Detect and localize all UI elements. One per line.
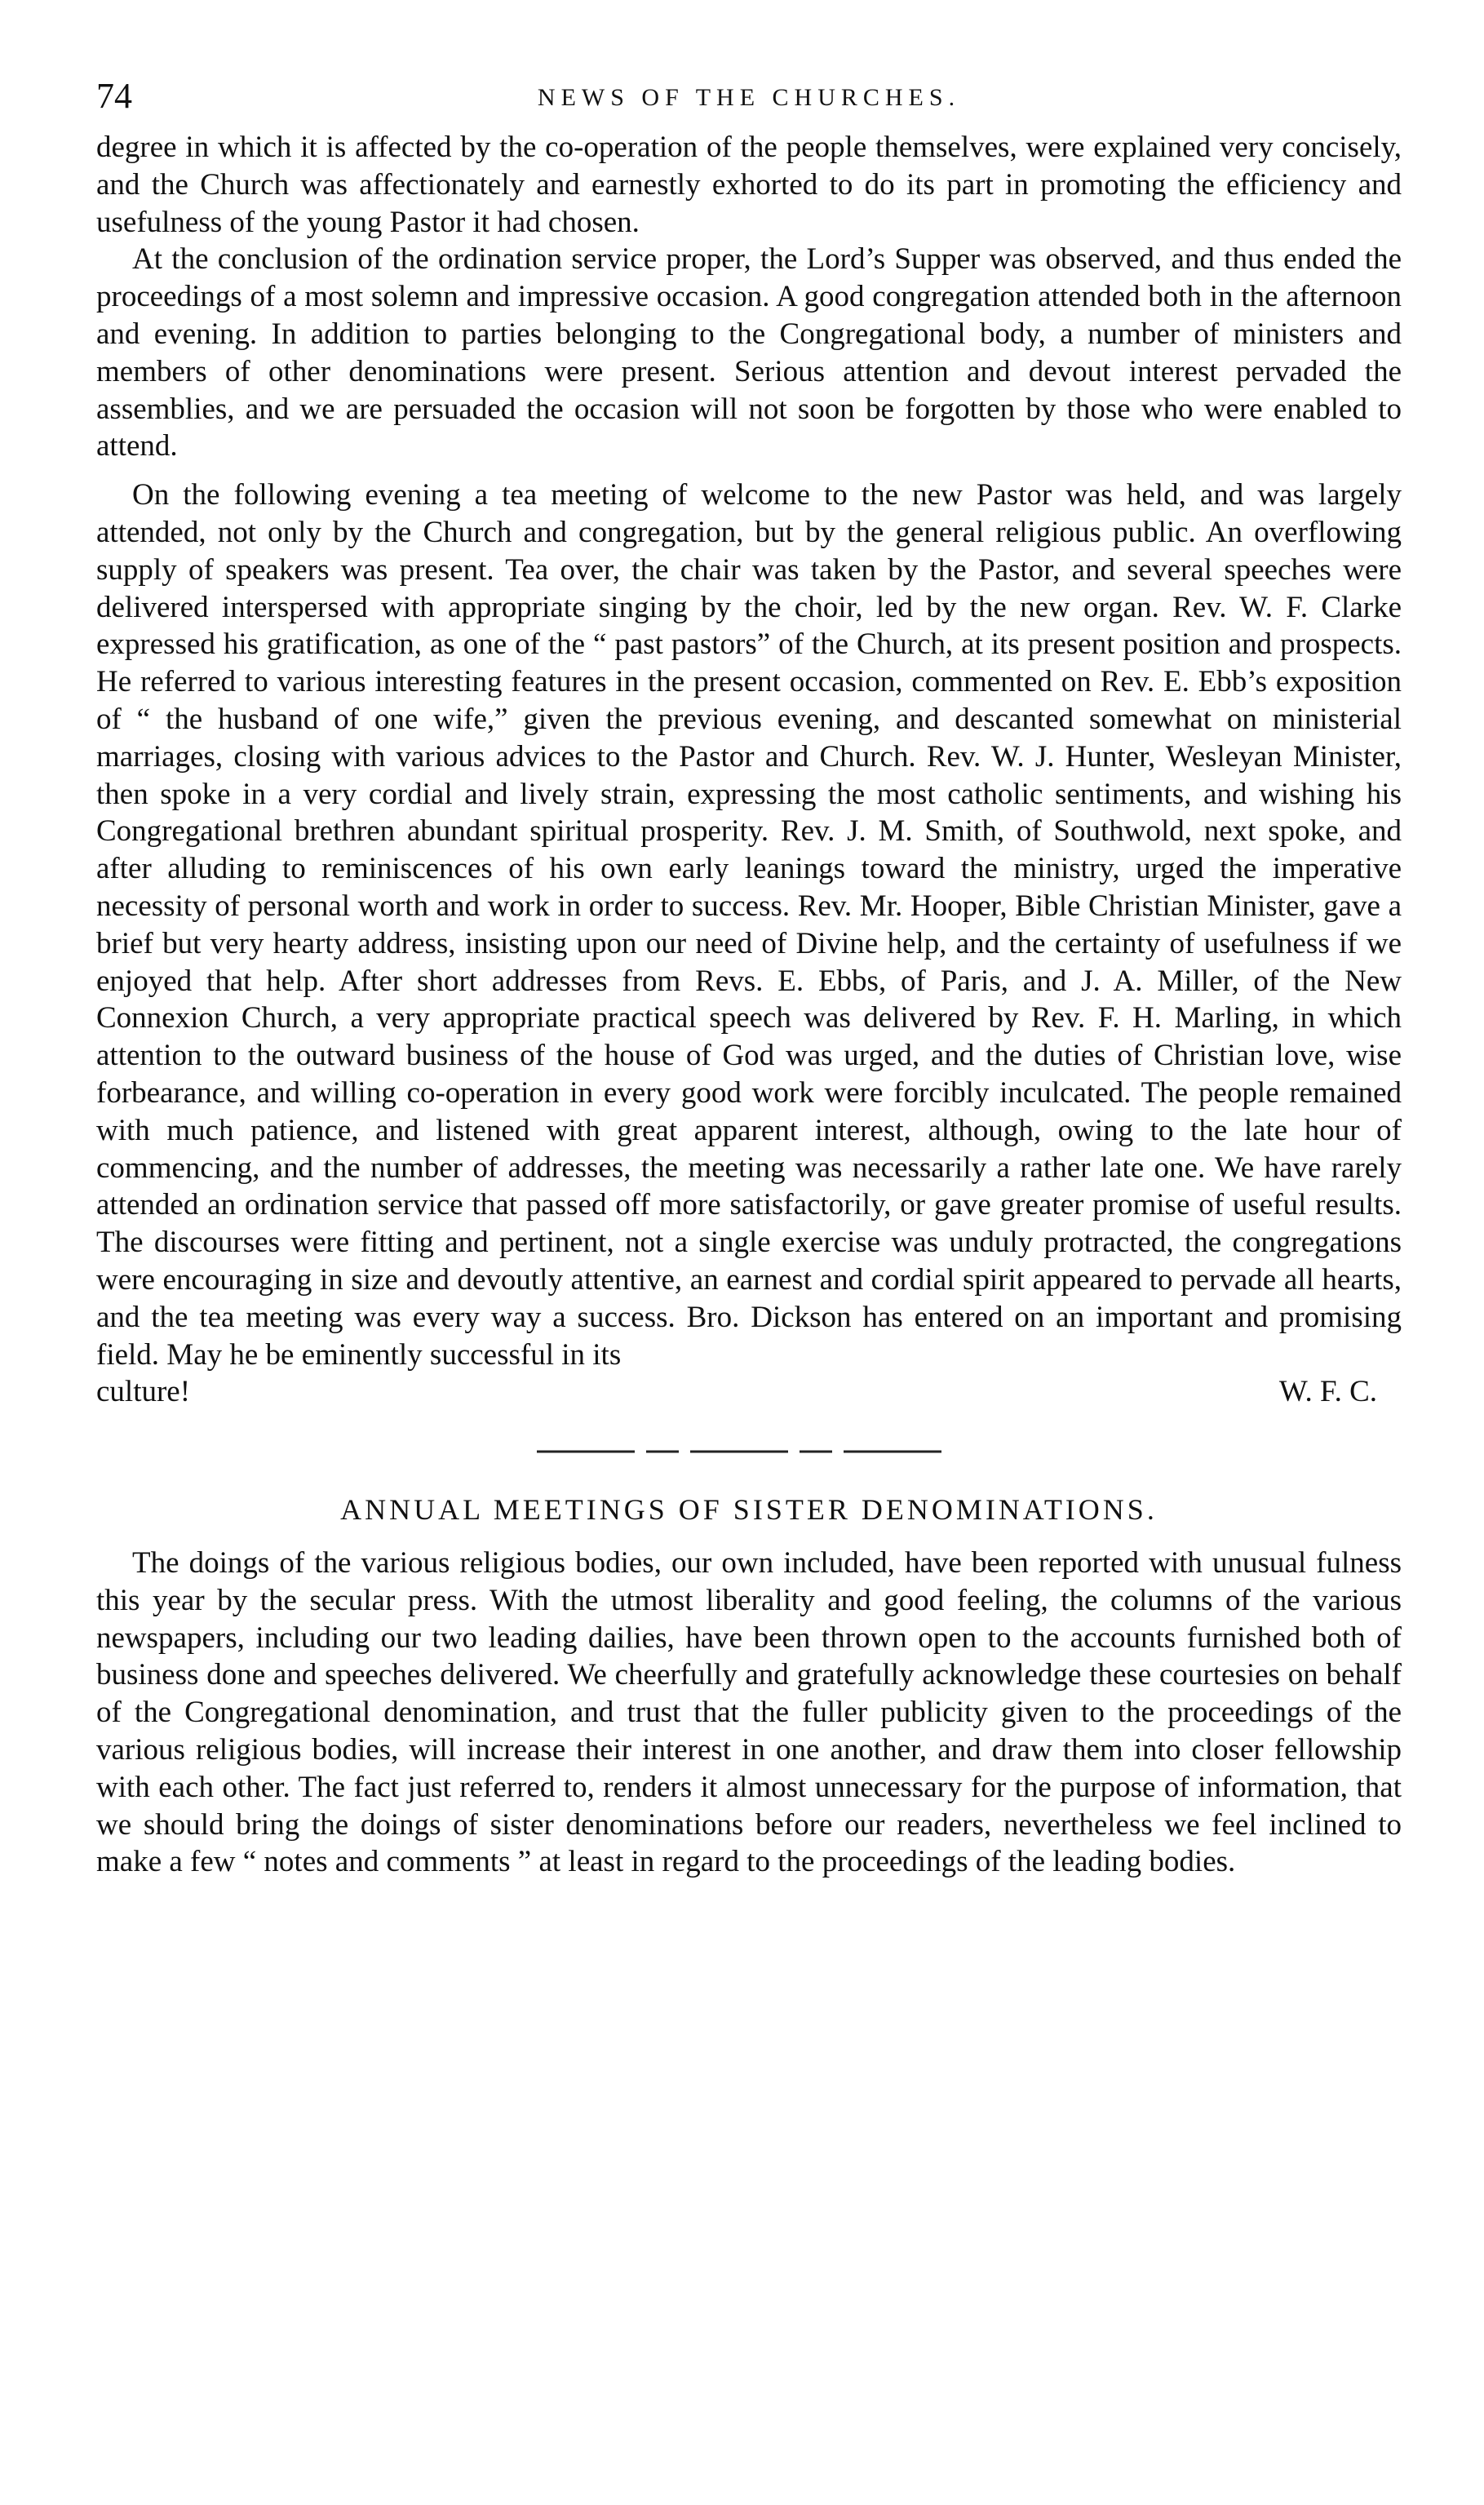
paragraph: The doings of the various religious bodies, our own included, have been reported with unusual fulness this year by the secular press. With the utmost liberality and good feeling, the columns of the various newspapers, including our two leading dailies, have been thrown open to the accounts furnished both of business done and speeches delivered. We cheerfully and gratefully acknowledge these courtesies on behalf of the Congregational denomination, and trust that the fuller publicity given to the proceedings of the various religious bodies, will increase their interest in one another, and draw them into closer fellowship with each other. The fact just referred to, renders it almost unnecessary for the purpose of information, that we should bring the doings of sister denominations before our readers, nevertheless we feel inclined to make a few “ notes and comments ” at least in regard to the proceedings of the leading bodies.: [96, 1546, 1402, 1879]
article-ordination: [96, 129, 1402, 1411]
closing-line: [96, 1373, 1402, 1411]
closing-word: culture!: [96, 1375, 191, 1409]
paragraph: degree in which it is affected by the co-operation of the people themselves, were explained very concisely, and the Church was affectionately and earnestly exhorted to do its part in promoting the efficiency and usefulness of the young Pastor it had chosen.: [96, 131, 1402, 239]
page: [96, 72, 1402, 1881]
paragraph: On the following evening a tea meeting of welcome to the new Pastor was held, and was largely attended, not only by the Church and congregation, but by the general religious public. An overflowing supply of speakers was present. Tea over, the chair was taken by the Pastor, and several speeches were delivered interspersed with appropriate singing by the choir, led by the new organ. Rev. W. F. Clarke expressed his gratification, as one of the “ past pastors” of the Church, at its present position and prospects. He referred to various interesting features in the present occasion, commented on Rev. E. Ebb’s exposition of “ the husband of one wife,” given the previous evening, and descanted somewhat on ministerial marriages, closing with various advices to the Pastor and Church. Rev. W. J. Hunter, Wesleyan Minister, then spoke in a very cordial and lively strain, expressing the most catholic sentiments, and wishing his Congregational brethren abundant spiritual prosperity. Rev. J. M. Smith, of Southwold, next spoke, and after alluding to reminiscences of his own early leanings toward the ministry, urged the imperative necessity of personal worth and work in order to success. Rev. Mr. Hooper, Bible Christian Minister, gave a brief but very hearty address, insisting upon our need of Divine help, and the certainty of usefulness if we enjoyed that help. After short addresses from Revs. E. Ebbs, of Paris, and J. A. Miller, of the New Connexion Church, a very appropriate practical speech was delivered by Rev. F. H. Marling, in which attention to the outward business of the house of God was urged, and the duties of Christian love, wise forbearance, and willing co-operation in every good work were forcibly inculcated. The people remained with much patience, and listened with great apparent interest, although, owing to the late hour of commencing, and the number of addresses, the meeting was necessarily a rather late one. We have rarely attended an ordination service that passed off more satisfactorily, or gave greater promise of useful results. The discourses were fitting and pertinent, not a single exercise was unduly protracted, the congregations were encouraging in size and devoutly attentive, an earnest and cordial spirit appeared to pervade all hearts, and the tea meeting was every way a success. Bro. Dickson has entered on an important and promising field. May he be eminently successful in its: [96, 478, 1402, 1372]
running-head: [96, 72, 1402, 129]
divider-rule: [537, 1448, 953, 1455]
running-title: NEWS OF THE CHURCHES.: [537, 84, 961, 111]
paragraph: At the conclusion of the ordination service proper, the Lord’s Supper was observed, and thus ended the proceedings of a most solemn and impressive occasion. A good congregation attended both in the afternoon and evening. In addition to parties belonging to the Congregational body, a number of ministers and members of other denominations were present. Serious attention and devout interest pervaded the assemblies, and we are persuaded the occasion will not soon be forgotten by those who were enabled to attend.: [96, 242, 1402, 463]
section-divider: [96, 1411, 1402, 1476]
article-annual-meetings: [96, 1545, 1402, 1881]
author-signature: W. F. C.: [1278, 1375, 1377, 1409]
page-number: 74: [96, 76, 132, 116]
section-heading: ANNUAL MEETINGS OF SISTER DENOMINATIONS.: [340, 1493, 1158, 1527]
